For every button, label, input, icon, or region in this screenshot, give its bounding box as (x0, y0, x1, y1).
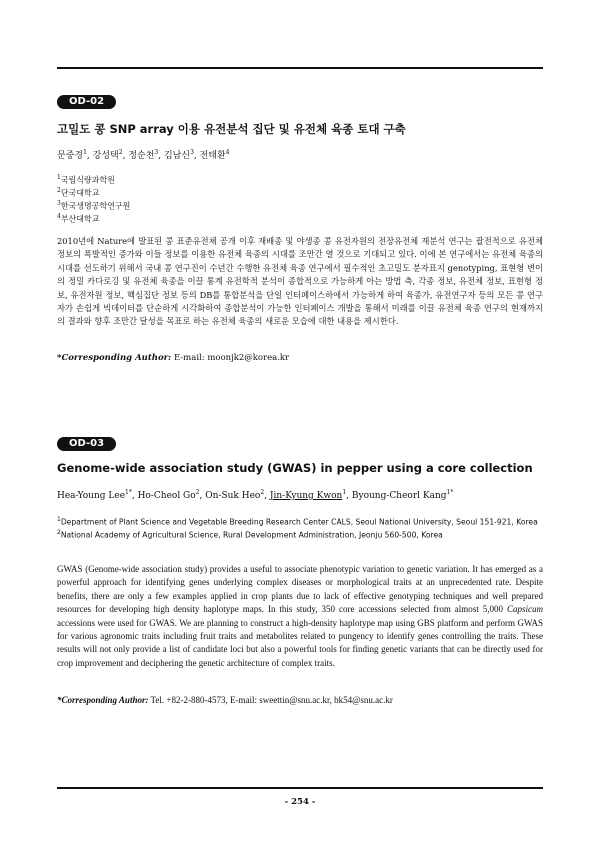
abstract-title: Genome-wide association study (GWAS) in pepper using a core collection (57, 461, 533, 475)
author: 정순천$^3$, (128, 149, 164, 161)
affiliation: $^2$National Academy of Agricultural Science, Rural Development Administration, Jeonju 560-500, Korea (57, 529, 443, 540)
affiliation: $^1$국립식량과학원 (57, 174, 115, 185)
entry-code-badge: OD-02 (57, 95, 116, 109)
author: 문중경$^1$, (57, 149, 93, 161)
author: 강성택$^2$, (92, 149, 129, 161)
page-number: - 254 - (284, 797, 316, 807)
entry-code-badge: OD-03 (57, 437, 116, 451)
top-rule (57, 67, 543, 69)
corresponding-author: *Corresponding Author: Tel. +82-2-880-4573, E-mail: sweettin@snu.ac.kr, bk54@snu.ac.kr (57, 695, 393, 705)
author: Jin-Kyung Kwon$^1$, (269, 489, 352, 501)
affiliation-list (57, 173, 547, 224)
affiliation: $^3$한국생명공학연구원 (57, 199, 131, 211)
bottom-rule (57, 787, 543, 789)
author-list (57, 148, 547, 161)
affiliation: $^4$부산대학교 (57, 212, 100, 224)
affiliation: $^1$Department of Plant Science and Vegetable Breeding Research Center CALS, Seoul National University, Seoul 151-921, Korea (57, 516, 538, 527)
abstract-body: GWAS (Genome-wide association study) provides a useful to associate phenotypic variation to genetic variation. It has emerged as a powerful approach for identifying genes underlying complex diseases or morphological traits at an unprecedented rate. Despite benefits, there are only a few examples applied in crop plants due to lack of effective genotyping techniques and well prepared resources for developing high density haplotype maps. In this study, 350 core accessions selected from almost 5,000 Capsicum accessions were used for GWAS. We are planning to construct a high-density haplotype map using GBS platform and perform GWAS for various agronomic traits including fruit traits and metabolites related to pungency to identify genes controlling the traits. These results will not only provide a list of candidate loci but also a powerful tools for finding genetic variants that can be directly used for crop improvement and deciphering the genetic architecture of complex traits. (57, 564, 543, 668)
abstract-body: 2010년에 Nature에 발표된 콩 표준유전체 공개 이후 재배종 및 야생종 콩 유전자원의 전장유전체 재분석 연구는 괄전적으로 유전체 정보의 폭발적인 증가와 이들 정보를 이용한 유전체 육종의 시대를 조만간 열 것으로 기대되고 있다. 이에 본 연구에서는 유전체 육종의 시대를 선도하기 위해서 국내 콩 연구진이 수년간 수행한 유전체 육종 연구에서 필수적인 초고밀도 분자표지 genotyping, 표현형 변이의 정밀 카다로깅 및 유전체 육종을 이끌 통계 유전학적 분석이 종합적으로 가능하게 아는 방법 측, 각종 정보, 유전체 정보, 표현형 정보, 유전자원 정보, 핵심집단 정보 등의 DB를 통합분석을 단일 인터페이스하에서 가능하게 하여 육종가, 유전연구자 등의 모든 콩 연구자가 손쉽게 빅데이터를 단순하게 시각화하여 종합분석이 가능한 인터페이스 개발을 통해서 미래를 이끌 유전체 육종 연구의 현재까지의 결과와 향후 조만간 달성을 목표로 하는 유전체 육종의 새로운 모습에 대한 내용을 제시한다. (57, 236, 543, 327)
author: 김남신$^3$, (163, 149, 200, 161)
affiliation-list (57, 515, 547, 541)
author: Byoung-Cheorl Kang$^{1*}$ (351, 489, 454, 501)
author: Hea-Young Lee$^{1*}$, (57, 489, 138, 501)
author: 전태환$^4$ (199, 149, 230, 161)
affiliation: $^2$단국대학교 (57, 186, 100, 198)
author: On-Suk Heo$^2$, (205, 489, 270, 501)
author-list (57, 489, 547, 501)
abstract-title: 고밀도 콩 SNP array 이용 유전분석 집단 및 유전체 육종 토대 구축 (57, 122, 406, 136)
author: Ho-Cheol Go$^2$, (137, 489, 206, 501)
corresponding-author: *Corresponding Author: E-mail: moonjk2@korea.kr (57, 353, 290, 363)
